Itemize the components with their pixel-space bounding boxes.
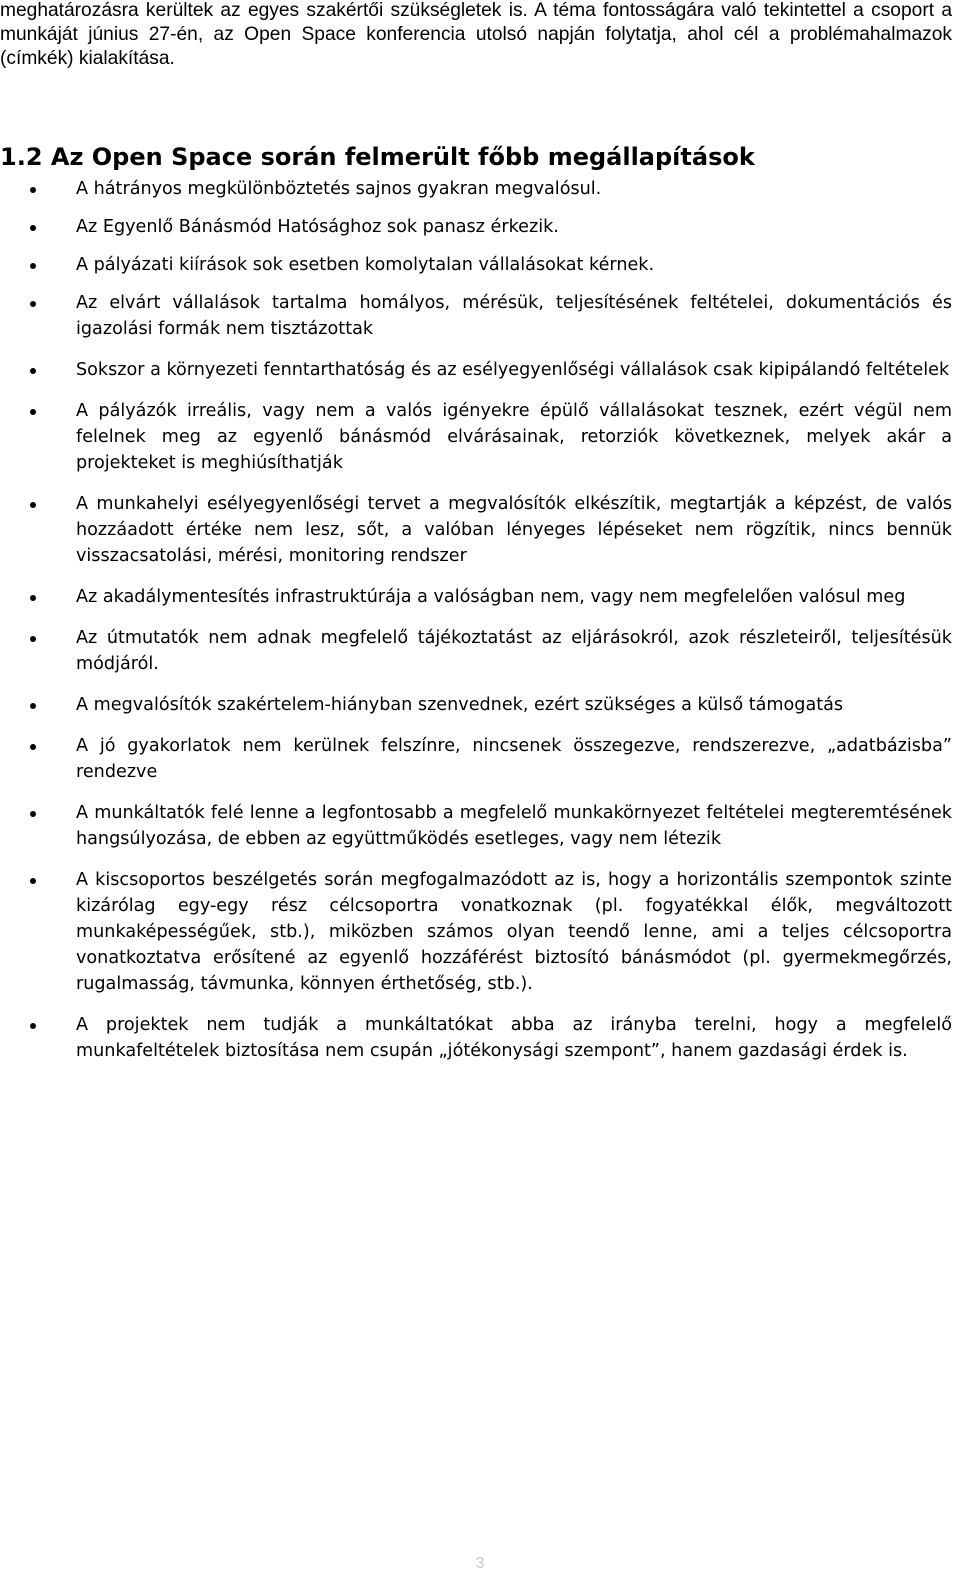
list-item — [0, 625, 952, 677]
list-item-text: A projektek nem tudják a munkáltatókat abba az irányba terelni, hogy a megfelelő munkafeltételek biztosítása nem csupán „jótékonysági szempont”, hanem gazdasági érdek is. — [76, 1015, 952, 1061]
bullet-icon — [30, 595, 36, 601]
bullet-icon — [30, 225, 36, 231]
list-item-text: A munkahelyi esélyegyenlőségi tervet a megvalósítók elkészítik, megtartják a képzést, de valós hozzáadott értéke nem lesz, sőt, a valóban lényeges lépéseket nem rögzítik, nincs bennük visszacsatolási, mérési, monitoring rendszer — [76, 494, 952, 566]
bullet-icon — [30, 1023, 36, 1029]
list-item — [0, 176, 952, 202]
intro-paragraph: meghatározásra kerültek az egyes szakértői szükségletek is. A téma fontosságára való tekintettel a csoport a munkáját június 27-én, az Open Space konferencia utolsó napján folytatja, ahol cél a problémahalmazok (címkék) kialakítása. — [0, 0, 952, 69]
list-item — [0, 1012, 952, 1064]
bullet-icon — [30, 263, 36, 269]
list-item-text: A kiscsoportos beszélgetés során megfogalmazódott az is, hogy a horizontális szempontok szinte kizárólag egy-egy rész célcsoportra vonatkoznak (pl. fogyatékkal élők, megváltozott munkaképességűek, stb.), miközben számos olyan teendő lenne, ami a teljes célcsoportra vonatkoztatva erősítené az egyenlő hozzáférést biztosító bánásmódot (pl. gyermekmegőrzés, rugalmasság, távmunka, könnyen érthetőség, stb.). — [76, 870, 952, 994]
list-item-text: A jó gyakorlatok nem kerülnek felszínre, nincsenek összegezve, rendszerezve, „adatbázisba” rendezve — [76, 736, 952, 782]
list-item-text: Az akadálymentesítés infrastruktúrája a valóságban nem, vagy nem megfelelően valósul meg — [76, 587, 906, 607]
list-item — [0, 290, 952, 342]
findings-list — [0, 176, 952, 1064]
list-item — [0, 692, 952, 718]
bullet-icon — [30, 368, 36, 374]
list-item — [0, 867, 952, 997]
bullet-icon — [30, 409, 36, 415]
bullet-icon — [30, 703, 36, 709]
bullet-icon — [30, 301, 36, 307]
list-item-text: Sokszor a környezeti fenntarthatóság és az esélyegyenlőségi vállalások csak kipipálandó feltételek — [76, 360, 950, 380]
list-item — [0, 252, 952, 278]
list-item — [0, 800, 952, 852]
list-item-text: A pályázati kiírások sok esetben komolytalan vállalásokat kérnek. — [76, 255, 655, 275]
bullet-icon — [30, 636, 36, 642]
list-item — [0, 214, 952, 240]
list-item-text: A munkáltatók felé lenne a legfontosabb a megfelelő munkakörnyezet feltételei megteremtésének hangsúlyozása, de ebben az együttműködés esetleges, vagy nem létezik — [76, 803, 952, 849]
list-item — [0, 733, 952, 785]
bullet-icon — [30, 744, 36, 750]
list-item-text: A hátrányos megkülönböztetés sajnos gyakran megvalósul. — [76, 179, 602, 199]
page-number: 3 — [475, 1555, 485, 1572]
list-item — [0, 357, 952, 383]
bullet-icon — [30, 187, 36, 193]
bullet-icon — [30, 502, 36, 508]
list-item — [0, 491, 952, 569]
list-item-text: Az útmutatók nem adnak megfelelő tájékoztatást az eljárásokról, azok részleteiről, teljesítésük módjáról. — [76, 628, 952, 674]
list-item-text: Az elvárt vállalások tartalma homályos, mérésük, teljesítésének feltételei, dokumentációs és igazolási formák nem tisztázottak — [76, 293, 952, 339]
list-item-text: Az Egyenlő Bánásmód Hatósághoz sok panasz érkezik. — [76, 217, 559, 237]
list-item — [0, 398, 952, 476]
list-item-text: A pályázók irreális, vagy nem a valós igényekre épülő vállalásokat tesznek, ezért végül nem felelnek meg az egyenlő bánásmód elvárásainak, retorziók következnek, melyek akár a projekteket is meghiúsíthatják — [76, 401, 952, 473]
list-item-text: A megvalósítók szakértelem-hiányban szenvednek, ezért szükséges a külső támogatás — [76, 695, 844, 715]
list-item — [0, 584, 952, 610]
section-heading: 1.2 Az Open Space során felmerült főbb megállapítások — [0, 143, 755, 171]
bullet-icon — [30, 878, 36, 884]
bullet-icon — [30, 811, 36, 817]
